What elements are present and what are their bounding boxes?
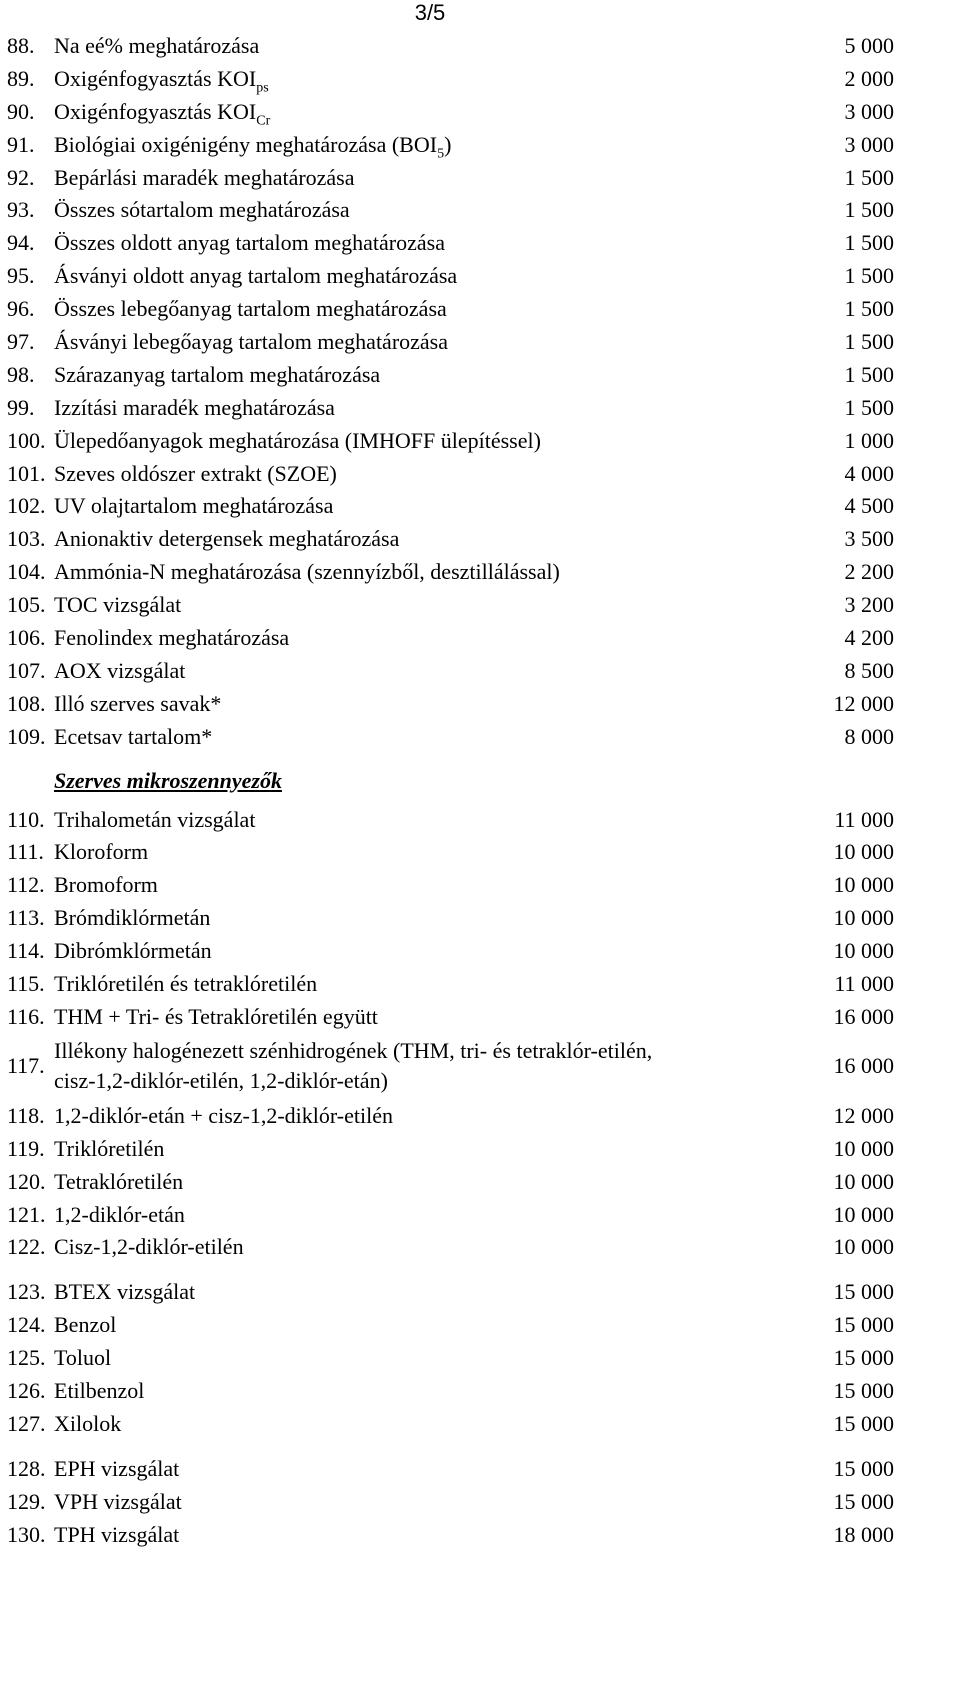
price-row: [0, 359, 960, 392]
item-price: 8 000: [844, 723, 894, 749]
price-row: [0, 1408, 960, 1441]
item-name: Na eé% meghatározása: [54, 33, 260, 58]
item-price: 12 000: [833, 1102, 894, 1128]
price-row: [0, 30, 960, 63]
price-row: [0, 1199, 960, 1232]
price-row: [0, 392, 960, 425]
item-price: 1 500: [844, 361, 894, 387]
item-number: 97.: [7, 329, 35, 355]
price-group-chlorinated: [0, 1100, 960, 1264]
item-number: 106.: [7, 625, 46, 651]
price-row: [0, 1133, 960, 1166]
item-number: 126.: [7, 1377, 46, 1403]
item-name: Anionaktiv detergensek meghatározása: [54, 526, 400, 552]
item-number: 91.: [7, 131, 35, 157]
item-name: Bepárlási maradék meghatározása: [54, 164, 355, 190]
page-number: 3/5: [414, 0, 446, 25]
item-name: Toluol: [54, 1345, 112, 1371]
item-name: BTEX vizsgálat: [54, 1279, 196, 1305]
price-row: [0, 194, 960, 227]
price-row: [0, 622, 960, 655]
item-price: 1 500: [844, 230, 894, 256]
price-row: [0, 688, 960, 721]
item-price: 12 000: [833, 690, 894, 716]
item-number: 116.: [7, 1003, 45, 1029]
item-number: 96.: [7, 296, 35, 322]
item-name: Kloroform: [54, 839, 149, 865]
price-row: [0, 326, 960, 359]
item-name: Összes lebegőanyag tartalom meghatározása: [54, 296, 447, 322]
item-number: 104.: [7, 559, 46, 585]
item-number: 105.: [7, 592, 46, 618]
item-number: 103.: [7, 526, 46, 552]
item-name: Ecetsav tartalom*: [54, 723, 213, 749]
item-name: UV olajtartalom meghatározása: [54, 493, 334, 519]
price-row: [0, 1100, 960, 1133]
item-price: 10 000: [833, 872, 894, 898]
item-price: 1 500: [844, 296, 894, 322]
item-number: 112.: [7, 872, 45, 898]
item-price: 10 000: [833, 1201, 894, 1227]
item-price: 3 200: [844, 592, 894, 618]
item-price: 2 000: [844, 65, 894, 91]
item-number: 102.: [7, 493, 46, 519]
item-number: 127.: [7, 1410, 46, 1436]
item-number: 130.: [7, 1521, 46, 1547]
price-row: [0, 1453, 960, 1486]
item-number: 124.: [7, 1312, 46, 1338]
price-row: [0, 902, 960, 935]
item-price: 10 000: [833, 1135, 894, 1161]
item-name: Etilbenzol: [54, 1377, 145, 1403]
section-heading-text: Szerves mikroszennyezők: [54, 767, 282, 793]
price-row: [0, 490, 960, 523]
item-price: 15 000: [833, 1488, 894, 1514]
price-row: [0, 425, 960, 458]
item-number: 100.: [7, 427, 46, 453]
item-name: Ülepedőanyagok meghatározása (IMHOFF ülepítéssel): [54, 427, 541, 453]
item-name: TOC vizsgálat: [54, 592, 182, 618]
item-price: 15 000: [833, 1377, 894, 1403]
item-price: 3 000: [844, 131, 894, 157]
price-row: [0, 63, 960, 96]
item-number: 99.: [7, 394, 35, 420]
price-list: [0, 30, 960, 1551]
item-name: 1,2-diklór-etán + cisz-1,2-diklór-etilén: [54, 1102, 393, 1128]
item-price: 8 500: [844, 657, 894, 683]
item-price: 10 000: [833, 1234, 894, 1260]
item-number: 89.: [7, 65, 35, 91]
item-price: 3 000: [844, 98, 894, 124]
price-row: [0, 836, 960, 869]
item-price: 10 000: [833, 839, 894, 865]
item-number: 92.: [7, 164, 35, 190]
price-row: [0, 162, 960, 195]
item-number: 93.: [7, 197, 35, 223]
item-number: 114.: [7, 938, 45, 964]
price-group-hydrocarbons: [0, 1453, 960, 1552]
item-number: 108.: [7, 690, 46, 716]
item-price: 1 500: [844, 329, 894, 355]
price-row: [0, 1166, 960, 1199]
item-name: Bromoform: [54, 872, 158, 898]
item-name: Triklóretilén és tetraklóretilén: [54, 971, 318, 997]
item-name: TPH vizsgálat: [54, 1521, 180, 1547]
item-number: 120.: [7, 1168, 46, 1194]
price-row: [0, 1231, 960, 1264]
item-number: 118.: [7, 1102, 45, 1128]
item-name: Brómdiklórmetán: [54, 905, 211, 931]
price-group-btex: [0, 1276, 960, 1440]
item-price: 2 200: [844, 559, 894, 585]
item-name: Trihalometán vizsgálat: [54, 806, 256, 832]
price-row: [0, 129, 960, 162]
item-name: VPH vizsgálat: [54, 1488, 182, 1514]
item-number: 125.: [7, 1345, 46, 1371]
price-row: [0, 1342, 960, 1375]
item-name: Összes sótartalom meghatározása: [54, 197, 350, 223]
section-heading: [0, 754, 960, 804]
item-price: 15 000: [833, 1279, 894, 1305]
item-name: Benzol: [54, 1312, 117, 1338]
item-name: EPH vizsgálat: [54, 1455, 180, 1481]
price-row: [0, 523, 960, 556]
item-number: 129.: [7, 1488, 46, 1514]
price-row: [0, 968, 960, 1001]
item-price: 16 000: [833, 1052, 894, 1078]
item-price: 4 000: [844, 460, 894, 486]
item-price: 1 500: [844, 263, 894, 289]
item-name: Illékony halogénezett szénhidrogének (THM, tri- és tetraklór-etilén, cisz-1,2-diklór-etilén, 1,2-diklór-etán): [54, 1037, 653, 1093]
item-price: 4 200: [844, 625, 894, 651]
item-price: 4 500: [844, 493, 894, 519]
item-name: Izzítási maradék meghatározása: [54, 394, 335, 420]
item-price: 15 000: [833, 1410, 894, 1436]
item-price: 15 000: [833, 1345, 894, 1371]
price-row: [0, 589, 960, 622]
item-price: 10 000: [833, 1168, 894, 1194]
item-name: Oxigénfogyasztás $KOI_{Cr}$: [54, 98, 271, 129]
price-row: [0, 260, 960, 293]
item-price: 18 000: [833, 1521, 894, 1547]
price-row: [0, 556, 960, 589]
item-number: 121.: [7, 1201, 46, 1227]
item-name: AOX vizsgálat: [54, 657, 186, 683]
item-price: 10 000: [833, 905, 894, 931]
price-row: [0, 721, 960, 754]
price-row: [0, 1309, 960, 1342]
item-name: Szárazanyag tartalom meghatározása: [54, 361, 381, 387]
item-name: Cisz-1,2-diklór-etilén: [54, 1234, 244, 1260]
price-group-organic: [0, 804, 960, 1034]
item-number: 88.: [7, 33, 35, 58]
item-number: 128.: [7, 1455, 46, 1481]
item-name: Tetraklóretilén: [54, 1168, 184, 1194]
item-price: 15 000: [833, 1312, 894, 1338]
price-row: [0, 935, 960, 968]
item-name: 1,2-diklór-etán: [54, 1201, 185, 1227]
item-name: Oxigénfogyasztás $KOI_{ps}$: [54, 65, 269, 96]
item-name: Ásványi oldott anyag tartalom meghatározása: [54, 263, 458, 289]
item-price: 11 000: [834, 806, 894, 832]
item-number: 95.: [7, 263, 35, 289]
item-number: 115.: [7, 971, 45, 997]
item-name: THM + Tri- és Tetraklóretilén együtt: [54, 1003, 378, 1029]
price-row: [0, 655, 960, 688]
price-row: [0, 458, 960, 491]
price-row: [0, 1519, 960, 1552]
price-row: [0, 1276, 960, 1309]
item-number: 101.: [7, 460, 46, 486]
item-number: 90.: [7, 98, 35, 124]
item-price: 1 500: [844, 164, 894, 190]
item-name: Fenolindex meghatározása: [54, 625, 290, 651]
price-row: [0, 293, 960, 326]
price-row: [0, 1486, 960, 1519]
item-price: 1 500: [844, 197, 894, 223]
price-row-117: [0, 1034, 960, 1100]
item-number: 113.: [7, 905, 45, 931]
item-price: 5 000: [844, 33, 894, 58]
item-price: 3 500: [844, 526, 894, 552]
item-name: Illó szerves savak*: [54, 690, 222, 716]
item-number: 119.: [7, 1135, 45, 1161]
item-number: 94.: [7, 230, 35, 256]
price-row: [0, 869, 960, 902]
item-name: Biológiai oxigénigény meghatározása $(BOI_5)$: [54, 131, 452, 162]
price-row: [0, 96, 960, 129]
item-number: 117.: [7, 1052, 45, 1078]
price-row: [0, 1001, 960, 1034]
item-name: Ammónia-N meghatározása (szennyízből, desztillálással): [54, 559, 560, 585]
item-price: 1 000: [844, 427, 894, 453]
item-price: 10 000: [833, 938, 894, 964]
price-group-general: [0, 30, 960, 754]
item-name: Triklóretilén: [54, 1135, 165, 1161]
item-price: 15 000: [833, 1455, 894, 1481]
item-number: 98.: [7, 361, 35, 387]
item-name: Xilolok: [54, 1410, 122, 1436]
item-number: 107.: [7, 657, 46, 683]
item-price: 16 000: [833, 1003, 894, 1029]
item-number: 110.: [7, 806, 45, 832]
item-name: Dibrómklórmetán: [54, 938, 212, 964]
item-number: 122.: [7, 1234, 46, 1260]
price-row: [0, 804, 960, 837]
item-price: 11 000: [834, 971, 894, 997]
item-name: Szeves oldószer extrakt (SZOE): [54, 460, 337, 486]
price-row: [0, 227, 960, 260]
item-number: 109.: [7, 723, 46, 749]
item-name: Összes oldott anyag tartalom meghatározása: [54, 230, 445, 256]
item-number: 111.: [7, 839, 44, 865]
item-name: Ásványi lebegőayag tartalom meghatározása: [54, 329, 449, 355]
item-number: 123.: [7, 1279, 46, 1305]
price-row: [0, 1375, 960, 1408]
item-price: 1 500: [844, 394, 894, 420]
